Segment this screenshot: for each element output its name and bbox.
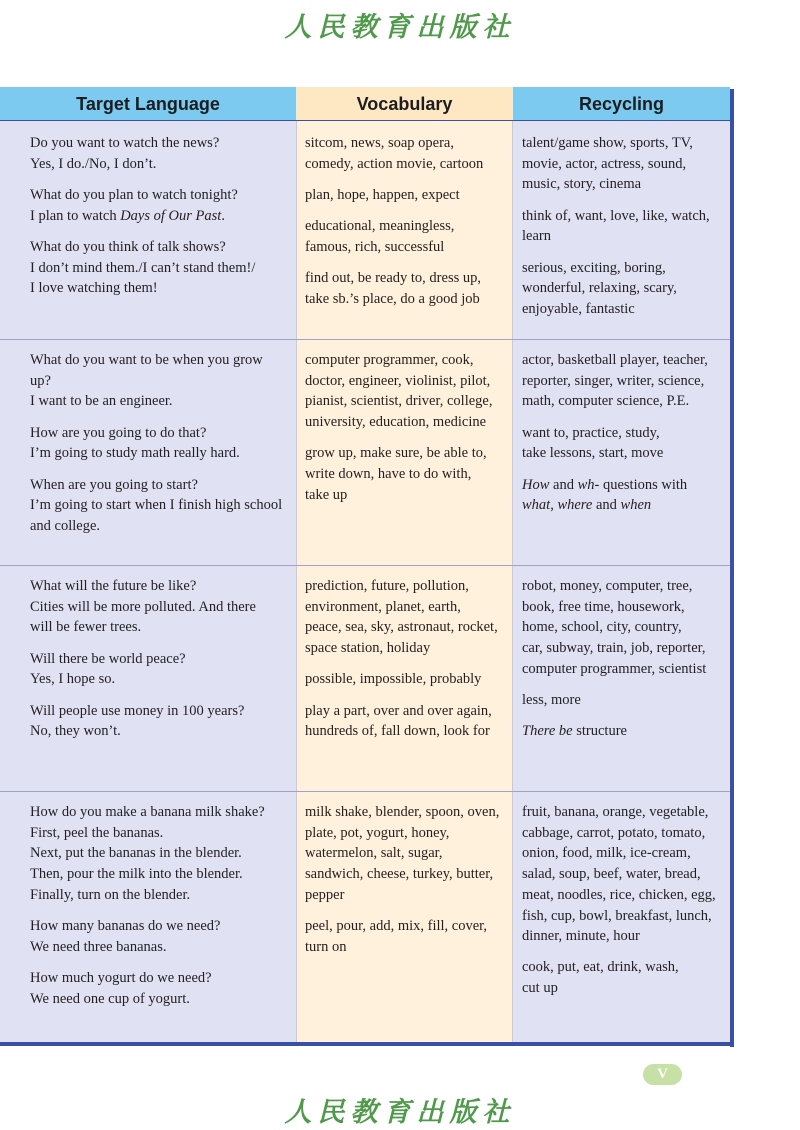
cell-line: book, free time, housework,	[522, 598, 685, 615]
cell-paragraph	[305, 802, 510, 906]
cell-line: fish, cup, bowl, breakfast, lunch,	[522, 907, 712, 924]
cell-line: Yes, I do./No, I don’t.	[30, 155, 157, 172]
cell-paragraph	[30, 185, 292, 226]
cell-line: take sb.’s place, do a good job	[305, 290, 480, 307]
cell-line: think of, want, love, like, watch,	[522, 207, 710, 224]
cell-paragraph	[30, 968, 292, 1009]
cell-line: We need three bananas.	[30, 938, 167, 955]
cell-line: Cities will be more polluted. And there	[30, 598, 256, 615]
row-2-target-language	[30, 350, 292, 537]
cell-line: computer programmer, cook,	[305, 352, 474, 368]
cell-line: actor, basketball player, teacher,	[522, 352, 708, 368]
cell-line: dinner, minute, hour	[522, 928, 640, 945]
cell-paragraph	[30, 133, 292, 174]
cell-line: How are you going to do that?	[30, 424, 207, 441]
cell-line: Will there be world peace?	[30, 650, 186, 667]
cell-paragraph	[522, 258, 727, 320]
cell-paragraph	[305, 133, 510, 174]
cell-line: fruit, banana, orange, vegetable,	[522, 804, 709, 820]
cell-line: prediction, future, pollution,	[305, 578, 469, 594]
cell-line: I want to be an engineer.	[30, 393, 173, 410]
cell-paragraph	[522, 475, 727, 516]
cell-line: cut up	[522, 980, 558, 997]
row-divider	[0, 339, 730, 340]
cell-paragraph	[522, 133, 727, 195]
row-divider	[0, 791, 730, 792]
row-4-vocabulary	[305, 802, 510, 957]
cell-line: up?	[30, 372, 51, 389]
cell-paragraph	[305, 216, 510, 257]
cell-line: What do you think of talk shows?	[30, 238, 226, 255]
cell-line: milk shake, blender, spoon, oven,	[305, 804, 500, 820]
cell-line: I plan to watch Days of Our Past.	[30, 207, 225, 224]
cell-paragraph	[305, 443, 510, 505]
cell-line: I don’t mind them./I can’t stand them!/	[30, 259, 256, 276]
header-target-language: Target Language	[0, 87, 296, 121]
row-1-target-language	[30, 133, 292, 299]
cell-line: Finally, turn on the blender.	[30, 886, 191, 903]
publisher-logo-bottom: 人民教育出版社	[284, 1097, 516, 1128]
cell-line: Will people use money in 100 years?	[30, 702, 245, 719]
cell-line: computer programmer, scientist	[522, 660, 707, 677]
row-2-recycling	[522, 350, 727, 516]
cell-paragraph	[30, 237, 292, 299]
cell-line: grow up, make sure, be able to,	[305, 445, 487, 462]
cell-paragraph	[305, 185, 510, 206]
cell-line: write down, have to do with,	[305, 466, 472, 483]
cell-line: peel, pour, add, mix, fill, cover,	[305, 918, 488, 935]
cell-line: pepper	[305, 886, 345, 903]
cell-line: plan, hope, happen, expect	[305, 186, 460, 203]
cell-line: sandwich, cheese, turkey, butter,	[305, 866, 494, 883]
cell-line: car, subway, train, job, reporter,	[522, 640, 706, 657]
cell-paragraph	[305, 916, 510, 957]
cell-line: and college.	[30, 517, 101, 534]
cell-line: robot, money, computer, tree,	[522, 578, 693, 594]
cell-line: peace, sea, sky, astronaut, rocket,	[305, 619, 498, 636]
row-divider	[0, 565, 730, 566]
row-1-recycling	[522, 133, 727, 320]
cell-line: space station, holiday	[305, 640, 431, 657]
cell-line: I’m going to study math really hard.	[30, 445, 240, 462]
cell-line: Then, pour the milk into the blender.	[30, 866, 243, 883]
cell-line: reporter, singer, writer, science,	[522, 372, 705, 389]
cell-paragraph	[522, 690, 727, 711]
cell-line: No, they won’t.	[30, 723, 121, 740]
cell-line: Do you want to watch the news?	[30, 135, 220, 151]
cell-line: cook, put, eat, drink, wash,	[522, 959, 679, 976]
cell-line: pianist, scientist, driver, college,	[305, 393, 493, 410]
header-recycling: Recycling	[513, 87, 730, 121]
cell-paragraph	[30, 350, 292, 412]
cell-line: onion, food, milk, ice-cream,	[522, 845, 691, 862]
row-2-vocabulary	[305, 350, 510, 505]
row-3-target-language	[30, 576, 292, 742]
cell-line: music, story, cinema	[522, 176, 642, 193]
cell-line: How and wh- questions with	[522, 476, 688, 493]
cell-line: possible, impossible, probably	[305, 671, 482, 688]
cell-line: I love watching them!	[30, 280, 158, 297]
cell-paragraph	[522, 957, 727, 998]
cell-line: sitcom, news, soap opera,	[305, 135, 454, 151]
cell-line: What will the future be like?	[30, 578, 197, 594]
cell-paragraph	[30, 649, 292, 690]
cell-paragraph	[305, 576, 510, 659]
cell-line: comedy, action movie, cartoon	[305, 155, 484, 172]
cell-line: learn	[522, 228, 551, 245]
cell-paragraph	[522, 576, 727, 680]
cell-line: salad, soup, beef, water, bread,	[522, 866, 701, 883]
cell-line: enjoyable, fantastic	[522, 300, 635, 317]
cell-line: play a part, over and over again,	[305, 702, 492, 719]
cell-line: take up	[305, 486, 348, 503]
cell-paragraph	[522, 423, 727, 464]
cell-line: watermelon, salt, sugar,	[305, 845, 443, 862]
cell-line: talent/game show, sports, TV,	[522, 135, 693, 151]
cell-line: When are you going to start?	[30, 476, 198, 493]
cell-line: What do you plan to watch tonight?	[30, 186, 238, 203]
cell-paragraph	[305, 268, 510, 309]
cell-line: less, more	[522, 692, 581, 709]
cell-paragraph	[522, 802, 727, 947]
cell-paragraph	[30, 701, 292, 742]
cell-line: First, peel the bananas.	[30, 824, 164, 841]
cell-line: hundreds of, fall down, look for	[305, 723, 490, 740]
page-number-badge: V	[643, 1064, 682, 1085]
cell-paragraph	[30, 802, 292, 906]
cell-line: university, education, medicine	[305, 414, 487, 431]
syllabus-table	[0, 87, 734, 1047]
cell-paragraph	[30, 916, 292, 957]
cell-line: meat, noodles, rice, chicken, egg,	[522, 886, 716, 903]
cell-line: Yes, I hope so.	[30, 671, 116, 688]
row-1-vocabulary	[305, 133, 510, 309]
table-border-right	[730, 89, 734, 1047]
cell-line: cabbage, carrot, potato, tomato,	[522, 824, 706, 841]
cell-line: home, school, city, country,	[522, 619, 682, 636]
cell-line: take lessons, start, move	[522, 445, 664, 462]
cell-line: movie, actor, actress, sound,	[522, 155, 687, 172]
row-4-target-language	[30, 802, 292, 1009]
cell-paragraph	[305, 701, 510, 742]
cell-line: environment, planet, earth,	[305, 598, 461, 615]
cell-line: math, computer science, P.E.	[522, 393, 690, 410]
cell-line: serious, exciting, boring,	[522, 259, 666, 276]
cell-line: There be structure	[522, 723, 627, 740]
cell-line: Next, put the bananas in the blender.	[30, 845, 242, 862]
cell-line: educational, meaningless,	[305, 218, 455, 235]
cell-line: How do you make a banana milk shake?	[30, 804, 265, 820]
row-3-vocabulary	[305, 576, 510, 742]
cell-line: what, where and when	[522, 497, 652, 514]
cell-paragraph	[522, 350, 727, 412]
cell-line: famous, rich, successful	[305, 238, 445, 255]
cell-paragraph	[522, 206, 727, 247]
cell-line: want to, practice, study,	[522, 424, 660, 441]
header-vocabulary: Vocabulary	[296, 87, 513, 121]
cell-paragraph	[30, 423, 292, 464]
row-3-recycling	[522, 576, 727, 742]
cell-paragraph	[30, 576, 292, 638]
cell-paragraph	[305, 350, 510, 433]
row-4-recycling	[522, 802, 727, 999]
cell-line: turn on	[305, 938, 347, 955]
cell-paragraph	[30, 475, 292, 537]
cell-line: wonderful, relaxing, scary,	[522, 280, 677, 297]
cell-line: doctor, engineer, violinist, pilot,	[305, 372, 491, 389]
table-border-bottom	[0, 1042, 734, 1046]
cell-line: We need one cup of yogurt.	[30, 990, 190, 1007]
cell-paragraph	[305, 669, 510, 690]
cell-line: will be fewer trees.	[30, 619, 142, 636]
cell-line: What do you want to be when you grow	[30, 352, 263, 368]
cell-line: How much yogurt do we need?	[30, 969, 212, 986]
cell-line: plate, pot, yogurt, honey,	[305, 824, 450, 841]
cell-line: find out, be ready to, dress up,	[305, 270, 481, 287]
cell-paragraph	[522, 721, 727, 742]
cell-line: I’m going to start when I finish high school	[30, 497, 283, 514]
publisher-logo-top: 人民教育出版社	[284, 12, 516, 43]
cell-line: How many bananas do we need?	[30, 918, 221, 935]
